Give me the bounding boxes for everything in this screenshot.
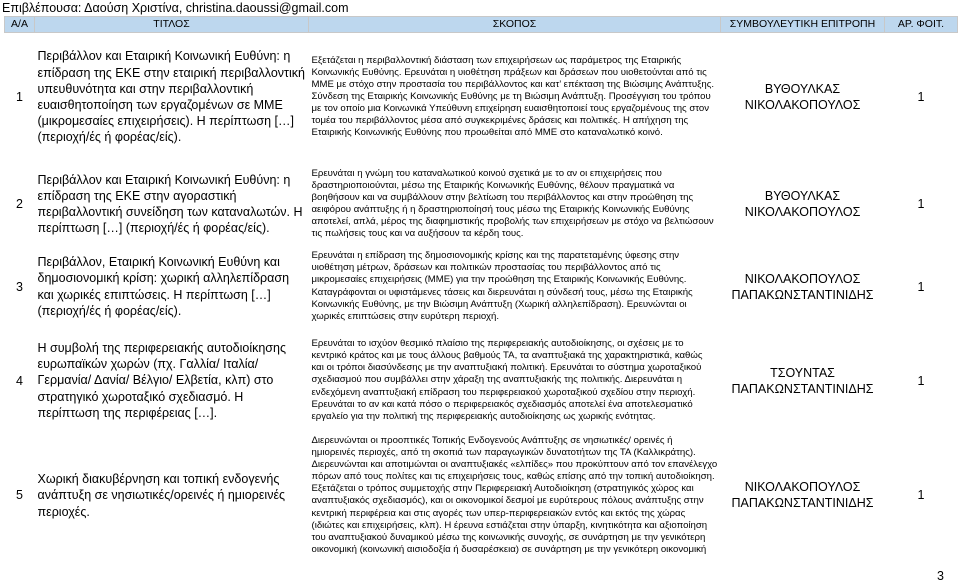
committee-member-2: ΠΑΠΑΚΩΝΣΤΑΝΤΙΝΙΔΗΣ	[731, 496, 874, 511]
thesis-title: Χωρική διακυβέρνηση και τοπική ενδογενής ανάπτυξη σε νησιωτικές/ορεινές ή ημιορεινές περιοχές.	[37, 472, 286, 519]
row-number: 5	[16, 488, 23, 503]
table-header-row	[5, 17, 958, 33]
student-count: 1	[917, 373, 925, 388]
row-number: 1	[16, 90, 23, 104]
theses-table	[4, 16, 958, 556]
thesis-title: Περιβάλλον και Εταιρική Κοινωνική Ευθύνη: η επίδραση της ΕΚΕ στην αγοραστική περιβαλλοντική συνείδηση των καταναλωτών. Η περίπτωση […] (περιοχή/ές ή φορέας/είς).	[37, 172, 303, 236]
committee-cell	[721, 161, 885, 247]
thesis-goal: Διερευνώνται οι προοπτικές Τοπικής Ενδογενούς Ανάπτυξης σε νησιωτικές/ ορεινές ή ημιορεινές περιοχές, από τη σκοπιά των παραγωγικών δυνατοτήτων της ΤΑ (Καλλικράτης). Διερευνώνται και αποτιμώνται οι αναπτυξιακές «ελπίδες» που προκύπτουν από τον επανέλεγχο πόρων από τους πολίτες και τις επιχειρήσεις τους, καθώς επίσης από την τοπική αυτοδιοίκηση. Εξετάζεται ο τρόπος συμμετοχής στην Περιφερειακή Αυτοδιοίκηση (στρατηγικός χώρος και αναπτυξιακός σχεδιασμός), και οι οικονομικοί δεσμοί με ευρύτερους πόλους ανάπτυξης στην κεντρική περιφέρεια και στις αγορές των υπερ-περιφερειακών εντός και εκτός της χώρας (ιδιώτες και επιχειρήσεις, κλπ). Η έρευνα εστιάζεται στην ύπαρξη, κινητικότητα και αξιοποίηση του αναπτυξιακού δυναμικού μέσω της κοινωνικής συνοχής, σε συνάρτηση με την γενικότερη οικονομική (κοινωνική αισιοδοξία ή δυσαρέσκεια) σε συνάρτηση με την γενικότερη οικονομική	[311, 435, 718, 555]
table-row	[5, 247, 958, 326]
student-count: 1	[917, 90, 925, 104]
committee-member-1: ΒΥΘΟΥΛΚΑΣ	[764, 189, 841, 203]
committee-cell	[721, 33, 885, 162]
committee-member-2: ΠΑΠΑΚΩΝΣΤΑΝΤΙΝΙΔΗΣ	[731, 381, 874, 396]
committee-cell	[721, 435, 885, 556]
header-goal: ΣΚΟΠΟΣ	[309, 17, 721, 33]
committee-member-2: ΠΑΠΑΚΩΝΣΤΑΝΤΙΝΙΔΗΣ	[731, 287, 874, 302]
student-count: 1	[917, 488, 925, 503]
header-students: ΑΡ. ΦΟΙΤ.	[885, 17, 958, 33]
table-row	[5, 326, 958, 435]
thesis-title: Η συμβολή της περιφερειακής αυτοδιοίκησης ευρωπαϊκών χωρών (πχ. Γαλλία/ Ιταλία/ Γερμανία/ Δανία/ Βέλγιο/ Ελβετία, κλπ) στο στρατηγικό χωροταξικό σχεδιασμό. Η περίπτωση της περιφέρειας […].	[37, 340, 286, 420]
committee-cell	[721, 326, 885, 435]
committee-member-2: ΝΙΚΟΛΑΚΟΠΟΥΛΟΣ	[744, 98, 861, 112]
committee-member-2: ΝΙΚΟΛΑΚΟΠΟΥΛΟΣ	[744, 205, 861, 219]
table-row	[5, 161, 958, 247]
thesis-goal: Ερευνάται η γνώμη του καταναλωτικού κοινού σχετικά με το αν οι επιχειρήσεις που δραστηριοποιούνται, μέσω της Εταιρικής Κοινωνικής Ευθύνης, θέλουν πραγματικά να βοηθήσουν και να συμβάλλουν στην βελτίωση του περιβάλλοντος και στην προώθηση της αειφόρου ανάπτυξης ή η δραστηριοποίησή τους μέσω της Εταιρικής Κοινωνικής Ευθύνης αποτελεί, απλά, μέρος της διαφημιστικής προβολής των επιχειρήσεων με στόχο να βελτιώσουν τις πωλήσεις τους και να αυξήσουν τα κέρδη τους.	[311, 167, 714, 240]
committee-member-1: ΒΥΘΟΥΛΚΑΣ	[764, 82, 841, 96]
thesis-goal: Ερευνάται η επίδραση της δημοσιονομικής κρίσης και της παρατεταμένης ύφεσης στην υιοθέτηση μέτρων, δράσεων και πολιτικών προστασίας του περιβάλλοντος από τις μικρομεσαίες επιχειρήσεις (ΜΜΕ) για την προώθηση της Εταιρικής Κοινωνικής Ευθύνης. Καταγράφονται οι υφιστάμενες τάσεις και διερευνάται η σύνδεσή τους, μέσω της Εταιρικής Κοινωνικής Ευθύνης, με την Βιώσιμη Ανάπτυξη (Χωρική αλληλεπίδραση). Ερευνώνται οι χωρικές επιπτώσεις στην ευρύτερη περιοχή.	[311, 250, 693, 322]
thesis-goal: Εξετάζεται η περιβαλλοντική διάσταση των επιχειρήσεων ως παράμετρος της Εταιρικής Κοινωνικής Ευθύνης. Ερευνάται η υιοθέτηση πράξεων και δράσεων που υιοθετούνται από τις ΜΜΕ με στόχο στην προστασία του περιβάλλοντος και κατ’ επέκταση της Βιώσιμης Ανάπτυξης. Σύνδεση της Εταιρικής Κοινωνικής Ευθύνης με τη Βιώσιμη Ανάπτυξη. Προσέγγιση του τρόπου με τον οποίο μια Κοινωνικά Υπεύθυνη επιχείρηση ευαισθητοποιεί τους εργαζομένους της στον τομέα του περιβάλλοντος μέσα από συγκεκριμένες δράσεις και πολιτικές. Η απήχηση της Εταιρικής Κοινωνικής Ευθύνης που προωθείται από ΜΜΕ στο καταναλωτικό κοινό.	[311, 54, 715, 139]
committee-member-1: ΤΣΟΥΝΤΑΣ	[770, 365, 835, 380]
header-aa: Α/Α	[5, 17, 35, 33]
row-number: 2	[16, 197, 23, 211]
table-row	[5, 33, 958, 162]
row-number: 4	[16, 373, 23, 388]
committee-member-1: ΝΙΚΟΛΑΚΟΠΟΥΛΟΣ	[744, 480, 861, 495]
committee-member-1: ΝΙΚΟΛΑΚΟΠΟΥΛΟΣ	[744, 271, 861, 286]
page-number: 3	[937, 569, 944, 583]
table-row	[5, 435, 958, 556]
header-title: ΤΙΤΛΟΣ	[35, 17, 309, 33]
supervisor-line: Επιβλέπουσα: Δαούση Χριστίνα, christina.daoussi@gmail.com	[2, 1, 349, 15]
committee-cell	[721, 247, 885, 326]
thesis-goal: Ερευνάται το ισχύον θεσμικό πλαίσιο της περιφερειακής αυτοδιοίκησης, οι σχέσεις με το κεντρικό κράτος και με τους άλλους βαθμούς ΤΑ, τα αναπτυξιακά της χαρακτηριστικά, καθώς και οι τρόποι διασύνδεσης με την αναπτυξιακή πολιτική. Ερευνάται το σύστημα χωροταξικού σχεδιασμού που συμβάλλει στην χάραξη της αναπτυξιακής της πολιτικής. Διερευνάται η ενδεχόμενη αναπτυξιακή επίδραση του περιφερειακού χωροταξικού σχεδίου στην περιοχή. Ερευνάται το αν και κατά πόσο ο περιφερειακός σχεδιασμός αποτελεί ένα αποτελεσματικό εργαλείο για την πολιτική της περιφερειακής αυτοδιοίκησης ως χωρικής ενότητας.	[311, 338, 703, 422]
student-count: 1	[917, 279, 925, 294]
student-count: 1	[917, 197, 925, 211]
thesis-title: Περιβάλλον, Εταιρική Κοινωνική Ευθύνη και δημοσιονομική κρίση: χωρική αλληλεπίδραση και χωρικές επιπτώσεις. Η περίπτωση […] (περιοχή/ές ή φορέας/είς).	[37, 255, 290, 318]
header-committee: ΣΥΜΒΟΥΛΕΥΤΙΚΗ ΕΠΙΤΡΟΠΗ	[721, 17, 885, 33]
row-number: 3	[16, 279, 23, 294]
thesis-title: Περιβάλλον και Εταιρική Κοινωνική Ευθύνη: η επίδραση της ΕΚΕ στην εταιρική περιβαλλοντική υπευθυνότητα και στην περιβαλλοντική ευαισθητοποίηση των εργαζομένων σε ΜΜΕ (μικρομεσαίες επιχειρήσεις). Η περίπτωση […] (περιοχή/ές ή φορέας/είς).	[37, 49, 305, 145]
